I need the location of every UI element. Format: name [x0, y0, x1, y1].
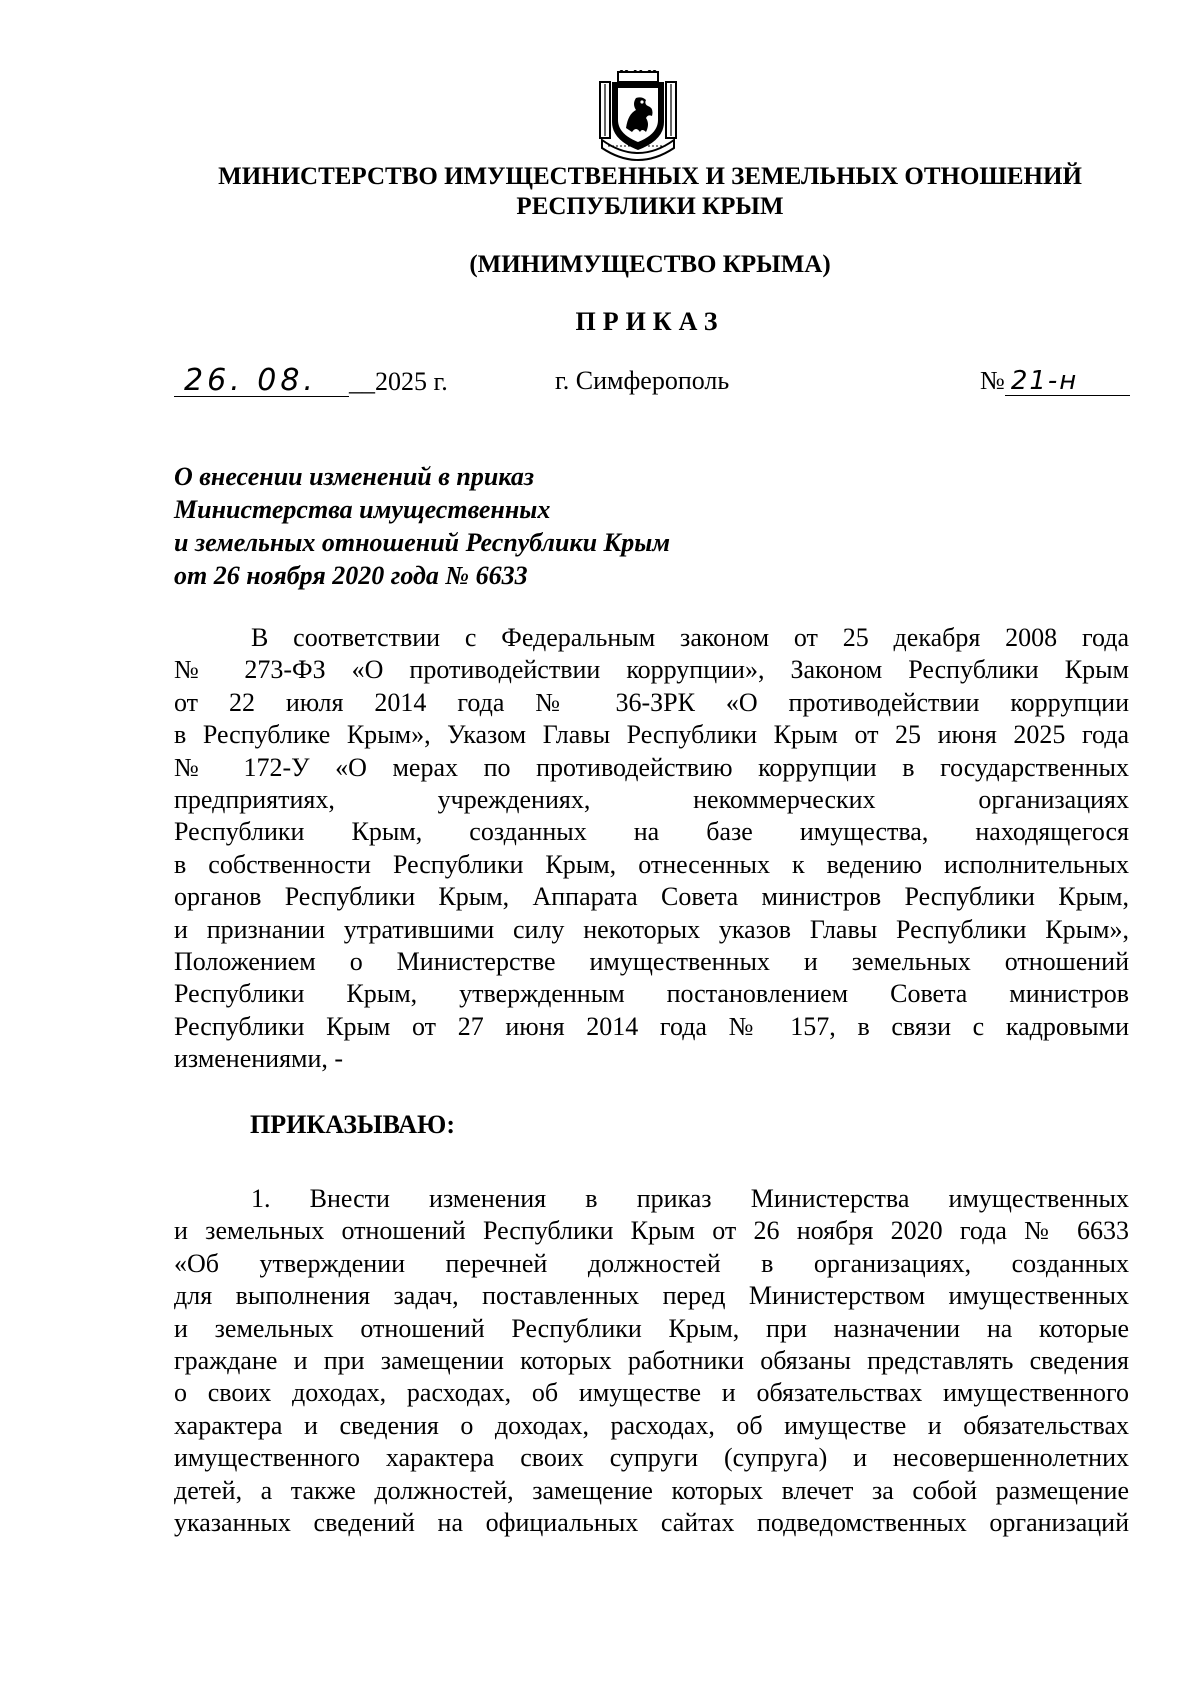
subject-line: Министерства имущественных [174, 495, 551, 524]
text-line: указанных сведений на официальных сайтах подведомственных организаций [174, 1507, 1129, 1537]
text-line: граждане и при замещении которых работники обязаны представлять сведения [174, 1345, 1129, 1375]
text-line: о своих доходах, расходах, об имуществе и обязательствах имущественного [174, 1378, 1129, 1408]
subject-line: от 26 ноября 2020 года № 6633 [174, 561, 528, 590]
date-underscore: __ [349, 367, 375, 396]
text-line: органов Республики Крым, Аппарата Совета министров Республики Крым, [174, 882, 1129, 912]
order-year: 2025 г. [375, 367, 448, 396]
text-line: детей, а также должностей, замещение которых влечет за собой размещение [174, 1475, 1129, 1505]
text-line: и земельных отношений Республики Крым, при назначении на которые [174, 1313, 1129, 1343]
text-line: для выполнения задач, поставленных перед Министерством имущественных [174, 1281, 1129, 1311]
text-line: Республики Крым, утвержденным постановлением Совета министров [174, 979, 1129, 1009]
subject-line: и земельных отношений Республики Крым [174, 528, 671, 557]
text-line: в Республике Крым», Указом Главы Республики Крым от 25 июня 2025 года [174, 720, 1129, 750]
handwritten-date: 26. 08. [174, 366, 349, 397]
text-line: 1. Внести изменения в приказ Министерства имущественных [251, 1184, 1129, 1213]
text-line: № 273-ФЗ «О противодействии коррупции», Законом Республики Крым [174, 655, 1129, 685]
order-subject [174, 460, 670, 592]
document-title: ПРИКАЗ [575, 307, 725, 336]
text-line: Положением о Министерстве имущественных и земельных отношений [174, 946, 1129, 976]
text-line: Республики Крым, созданных на базе имущества, находящегося [174, 817, 1129, 847]
text-line: и земельных отношений Республики Крым от 26 ноября 2020 года № 6633 [174, 1216, 1129, 1246]
text-line: «Об утверждении перечней должностей в организациях, созданных [174, 1248, 1129, 1278]
item-1-paragraph [174, 1183, 1129, 1539]
order-date [174, 363, 448, 398]
text-line: характера и сведения о доходах, расходах, об имуществе и обязательствах [174, 1410, 1129, 1440]
text-line: предприятиях, учреждениях, некоммерческих организациях [174, 784, 1129, 814]
ministry-name-line2: РЕСПУБЛИКИ КРЫМ [516, 193, 784, 220]
number-sign: № [980, 366, 1005, 395]
subject-line: О внесении изменений в приказ [174, 462, 534, 491]
handwritten-number: 21-н [1005, 367, 1130, 396]
order-directive-heading: ПРИКАЗЫВАЮ: [250, 1110, 455, 1139]
text-line: от 22 июля 2014 года № 36-ЗРК «О противодействии коррупции [174, 687, 1129, 717]
text-line: и признании утратившими силу некоторых указов Главы Республики Крым», [174, 914, 1129, 944]
text-line: изменениями, - [174, 1044, 344, 1074]
preamble-paragraph [174, 622, 1129, 1075]
text-line: в собственности Республики Крым, отнесенных к ведению исполнительных [174, 849, 1129, 879]
ministry-name-line1: МИНИСТЕРСТВО ИМУЩЕСТВЕННЫХ И ЗЕМЕЛЬНЫХ ОТНОШЕНИЙ [218, 163, 1082, 190]
ministry-short-name: (МИНИМУЩЕСТВО КРЫМА) [469, 251, 831, 278]
text-line: № 172-У «О мерах по противодействию коррупции в государственных [174, 752, 1129, 782]
text-line: В соответствии с Федеральным законом от 25 декабря 2008 года [251, 623, 1129, 652]
order-number [980, 366, 1130, 396]
text-line: Республики Крым от 27 июня 2014 года № 157, в связи с кадровыми [174, 1011, 1129, 1041]
coat-of-arms-emblem [596, 70, 680, 164]
order-city: г. Симферополь [555, 366, 730, 395]
text-line: имущественного характера своих супруги (супруга) и несовершеннолетних [174, 1443, 1129, 1473]
